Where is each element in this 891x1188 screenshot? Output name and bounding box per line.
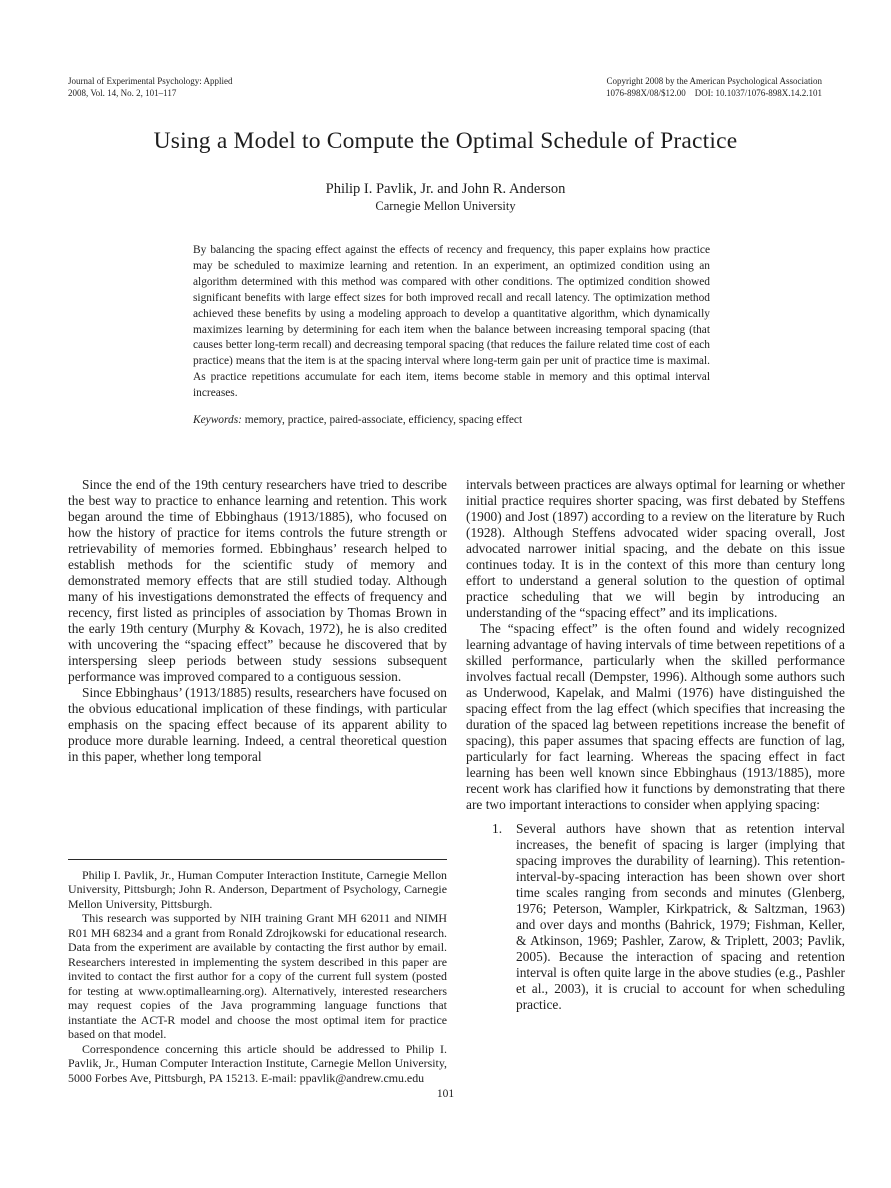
author-note-correspondence: Correspondence concerning this article should be addressed to Philip I. Pavlik, Jr., Human Computer Interaction Institute, Carnegie Mellon University, 5000 Forbes Ave, Pittsburgh, PA 15213. E-mail: ppavlik@andrew.cmu.edu (68, 1041, 447, 1085)
affiliation: Carnegie Mellon University (375, 199, 516, 213)
journal-name: Journal of Experimental Psychology: Applied (68, 76, 233, 86)
keywords-text: memory, practice, paired-associate, efficiency, spacing effect (244, 414, 523, 427)
abstract-block (193, 243, 710, 429)
copyright-info (606, 76, 822, 99)
body-paragraph-4: The “spacing effect” is the often found and widely recognized learning advantage of having intervals of time between repetitions of a skilled performance, particularly when the skilled performance involves factual recall (Dempster, 1996). Although some authors such as Underwood, Kapelak, and Malmi (1976) have distinguished the spacing effect from the lag effect (which specifies that increasing the duration of the spaced lag between repetitions increase the benefit of spacing), this paper assumes that spacing effects are function of lag, particularly for fact learning. Whereas the spacing effect in fact learning has been well known since Ebbinghaus (1913/1885), more recent work has clarified how it functions by demonstrating that there are two important interactions to consider when applying spacing: (466, 621, 845, 812)
authors: Philip I. Pavlik, Jr. and John R. Anderson (325, 181, 566, 197)
body-paragraph-3: intervals between practices are always optimal for learning or whether initial practice requires shorter spacing, was first debated by Steffens (1900) and Jost (1897) according to a review on the literature by Ruch (1928). Although Steffens advocated wider spacing overall, Jost advocated narrower initial spacing, and the debate on this issue continues today. It is in the context of this more than century long effort to understand a general solution to the question of optimal practice scheduling that we will begin by introducing an understanding of the “spacing effect” and its implications. (466, 477, 845, 620)
copyright-line: Copyright 2008 by the American Psychological Association (606, 76, 822, 86)
journal-header (68, 76, 822, 99)
right-column (466, 477, 845, 1085)
journal-info (68, 76, 232, 99)
author-note-funding: This research was supported by NIH training Grant MH 62011 and NIMH R01 MH 68234 and a grant from Ronald Zdrojkowski for educational research. Data from the experiment are available by contacting the first author by email. Researchers interested in implementing the system described in this paper are invited to contact the first author for a copy of the current full system (posted for testing at www.optimallearning.org). Alternatively, interested researchers may request copies of the Java programming language functions that instantiate the ACT-R model and choose the most optimal item for practice based on that model. (68, 911, 447, 1041)
page-number: 101 (436, 1088, 455, 1100)
doi-line: 1076-898X/08/$12.00 DOI: 10.1037/1076-898X.14.2.101 (606, 87, 822, 98)
article-title: Using a Model to Compute the Optimal Schedule of Practice (153, 128, 738, 154)
author-note (68, 859, 447, 1086)
body-paragraph-2: Since Ebbinghaus’ (1913/1885) results, researchers have focused on the obvious educational implication of these findings, with particular emphasis on the spacing effect because of its apparent ability to produce more durable learning. Indeed, a central theoretical question in this paper, whether long temporal (68, 685, 447, 764)
list-item-number: 1. (492, 821, 503, 836)
abstract-text: By balancing the spacing effect against the effects of recency and frequency, this paper explains how practice may be scheduled to maximize learning and retention. In an experiment, an optimized condition using an algorithm determined with this method was compared with other conditions. The optimized condition showed significant benefits with large effect sizes for both improved recall and recall latency. The optimization method achieved these benefits by using a modeling approach to develop a quantitative algorithm, which dynamically maximizes learning by determining for each item when the balance between increasing temporal spacing (that causes better long-term recall) and decreasing temporal spacing (that reduces the failure related time cost of each practice) means that the item is at the spacing interval where long-term gain per unit of practice time is maximal. As practice repetitions accumulate for each item, items become stable in memory and this optimal interval increases. (193, 244, 710, 400)
body-paragraph-1: Since the end of the 19th century researchers have tried to describe the best way to practice to enhance learning and retention. This work began around the time of Ebbinghaus (1913/1885), who focused on how the history of practice for items controls the future strength or retrievability of memories formed. Ebbinghaus’ research helped to establish methods for the scientific study of memory and demonstrated memory effects that are still studied today. Although many of his investigations demonstrated the effects of frequency and recency, first listed as principles of association by Thomas Brown in the early 19th century (Murphy & Kovach, 1972), he is also credited with uncovering the “spacing effect” because he discovered that by interspersing sleep periods between study sessions subsequent performance was improved compared to a contiguous session. (68, 477, 447, 684)
left-column (68, 477, 447, 1085)
keywords-label: Keywords: (193, 414, 242, 427)
author-note-affiliations: Philip I. Pavlik, Jr., Human Computer Interaction Institute, Carnegie Mellon University, Pittsburgh; John R. Anderson, Department of Psychology, Carnegie Mellon University, Pittsburgh. (68, 867, 447, 911)
footnote-divider (68, 859, 447, 860)
numbered-list-item-1 (492, 821, 845, 1013)
body-columns (68, 477, 845, 1085)
list-item-text: Several authors have shown that as retention interval increases, the benefit of spacing is larger (implying that spacing improves the durability of learning). This retention-interval-by-spacing interaction has been shown over short time scales ranging from seconds and minutes (Glenberg, 1976; Peterson, Wampler, Kirkpatrick, & Saltzman, 1963) and over days and months (Bahrick, 1979; Fishman, Keller, & Atkinson, 1969; Pashler, Zarow, & Triplett, 2003; Pavlik, 2005). Because the interaction of spacing and retention interval is often quite large in the above studies (e.g., Pashler et al., 2003), it is crucial to account for when scheduling practice. (516, 821, 845, 1012)
keywords-line (193, 413, 710, 429)
journal-volume-line: 2008, Vol. 14, No. 2, 101–117 (68, 87, 177, 98)
